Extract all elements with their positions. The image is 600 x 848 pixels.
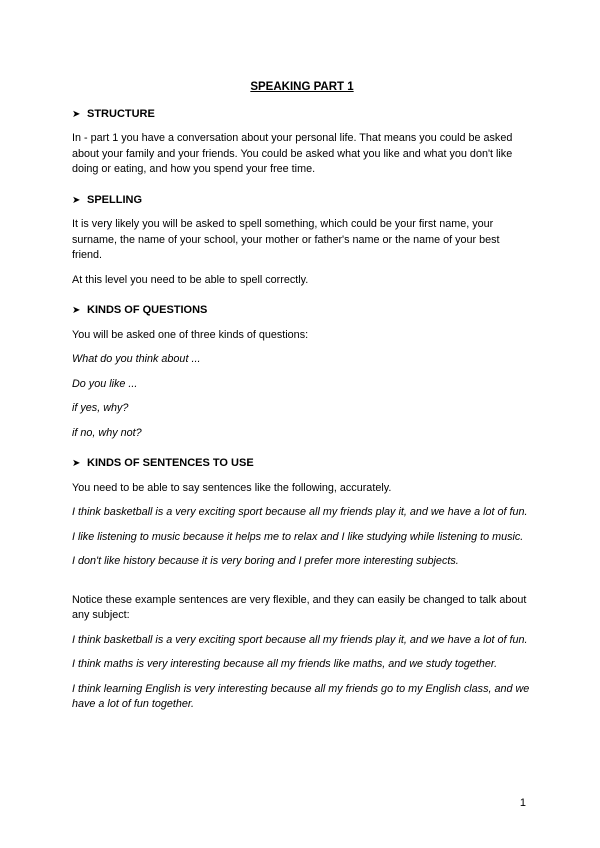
flexible-sentence-example: I think basketball is a very exciting sport because all my friends play it, and we have a lot of fun.: [72, 633, 528, 646]
arrow-bullet-icon: ➤: [72, 194, 81, 206]
sentence-example: I think basketball is a very exciting sport because all my friends play it, and we have a lot of fun.: [72, 506, 528, 518]
section-heading-label: SPELLING: [87, 193, 143, 206]
page-number: 1: [519, 797, 526, 809]
sentence-example: I don't like history because it is very boring and I prefer more interesting subjects.: [72, 555, 459, 567]
arrow-bullet-icon: ➤: [72, 458, 81, 469]
sentence-example: I like listening to music because it helps me to relax and I like studying while listening to music.: [72, 530, 524, 543]
section-heading-kinds-of-sentences: [72, 456, 532, 472]
spelling-paragraph: It is very likely you will be asked to spell something, which could be your first name, your surname, the name of your school, your mother or father's name or the name of your best friend.: [72, 218, 500, 261]
arrow-bullet-icon: ➤: [72, 108, 81, 120]
flexible-sentence-example: I think learning English is very interesting because all my friends go to my English class, and we have a lot of fun together.: [72, 682, 530, 710]
section-heading-label: KINDS OF SENTENCES TO USE: [87, 457, 254, 469]
spelling-paragraph: At this level you need to be able to spell correctly.: [72, 273, 309, 286]
section-heading-structure: [72, 107, 532, 123]
flexible-sentence-example: I think maths is very interesting because all my friends like maths, and we study together.: [72, 658, 498, 670]
arrow-bullet-icon: ➤: [72, 305, 81, 316]
document-page: [72, 80, 532, 722]
question-example: if no, why not?: [72, 426, 142, 439]
page-title: SPEAKING PART 1: [250, 81, 354, 93]
question-example: Do you like ...: [72, 377, 138, 390]
section-heading-label: STRUCTURE: [87, 107, 155, 120]
questions-intro: You will be asked one of three kinds of questions:: [72, 328, 309, 341]
question-example: What do you think about ...: [72, 353, 201, 365]
section-heading-spelling: [72, 193, 532, 209]
question-example: if yes, why?: [72, 402, 129, 414]
section-heading-label: KINDS OF QUESTIONS: [87, 304, 208, 316]
structure-paragraph: In - part 1 you have a conversation about your personal life. That means you could be asked about your family and your friends. You could be asked what you like and what you don't like doing or eating, and how you spend your free time.: [72, 132, 513, 175]
section-heading-kinds-of-questions: [72, 303, 532, 319]
notice-paragraph: Notice these example sentences are very flexible, and they can easily be changed to talk about any subject:: [72, 593, 527, 621]
sentences-intro: You need to be able to say sentences like the following, accurately.: [72, 481, 392, 494]
